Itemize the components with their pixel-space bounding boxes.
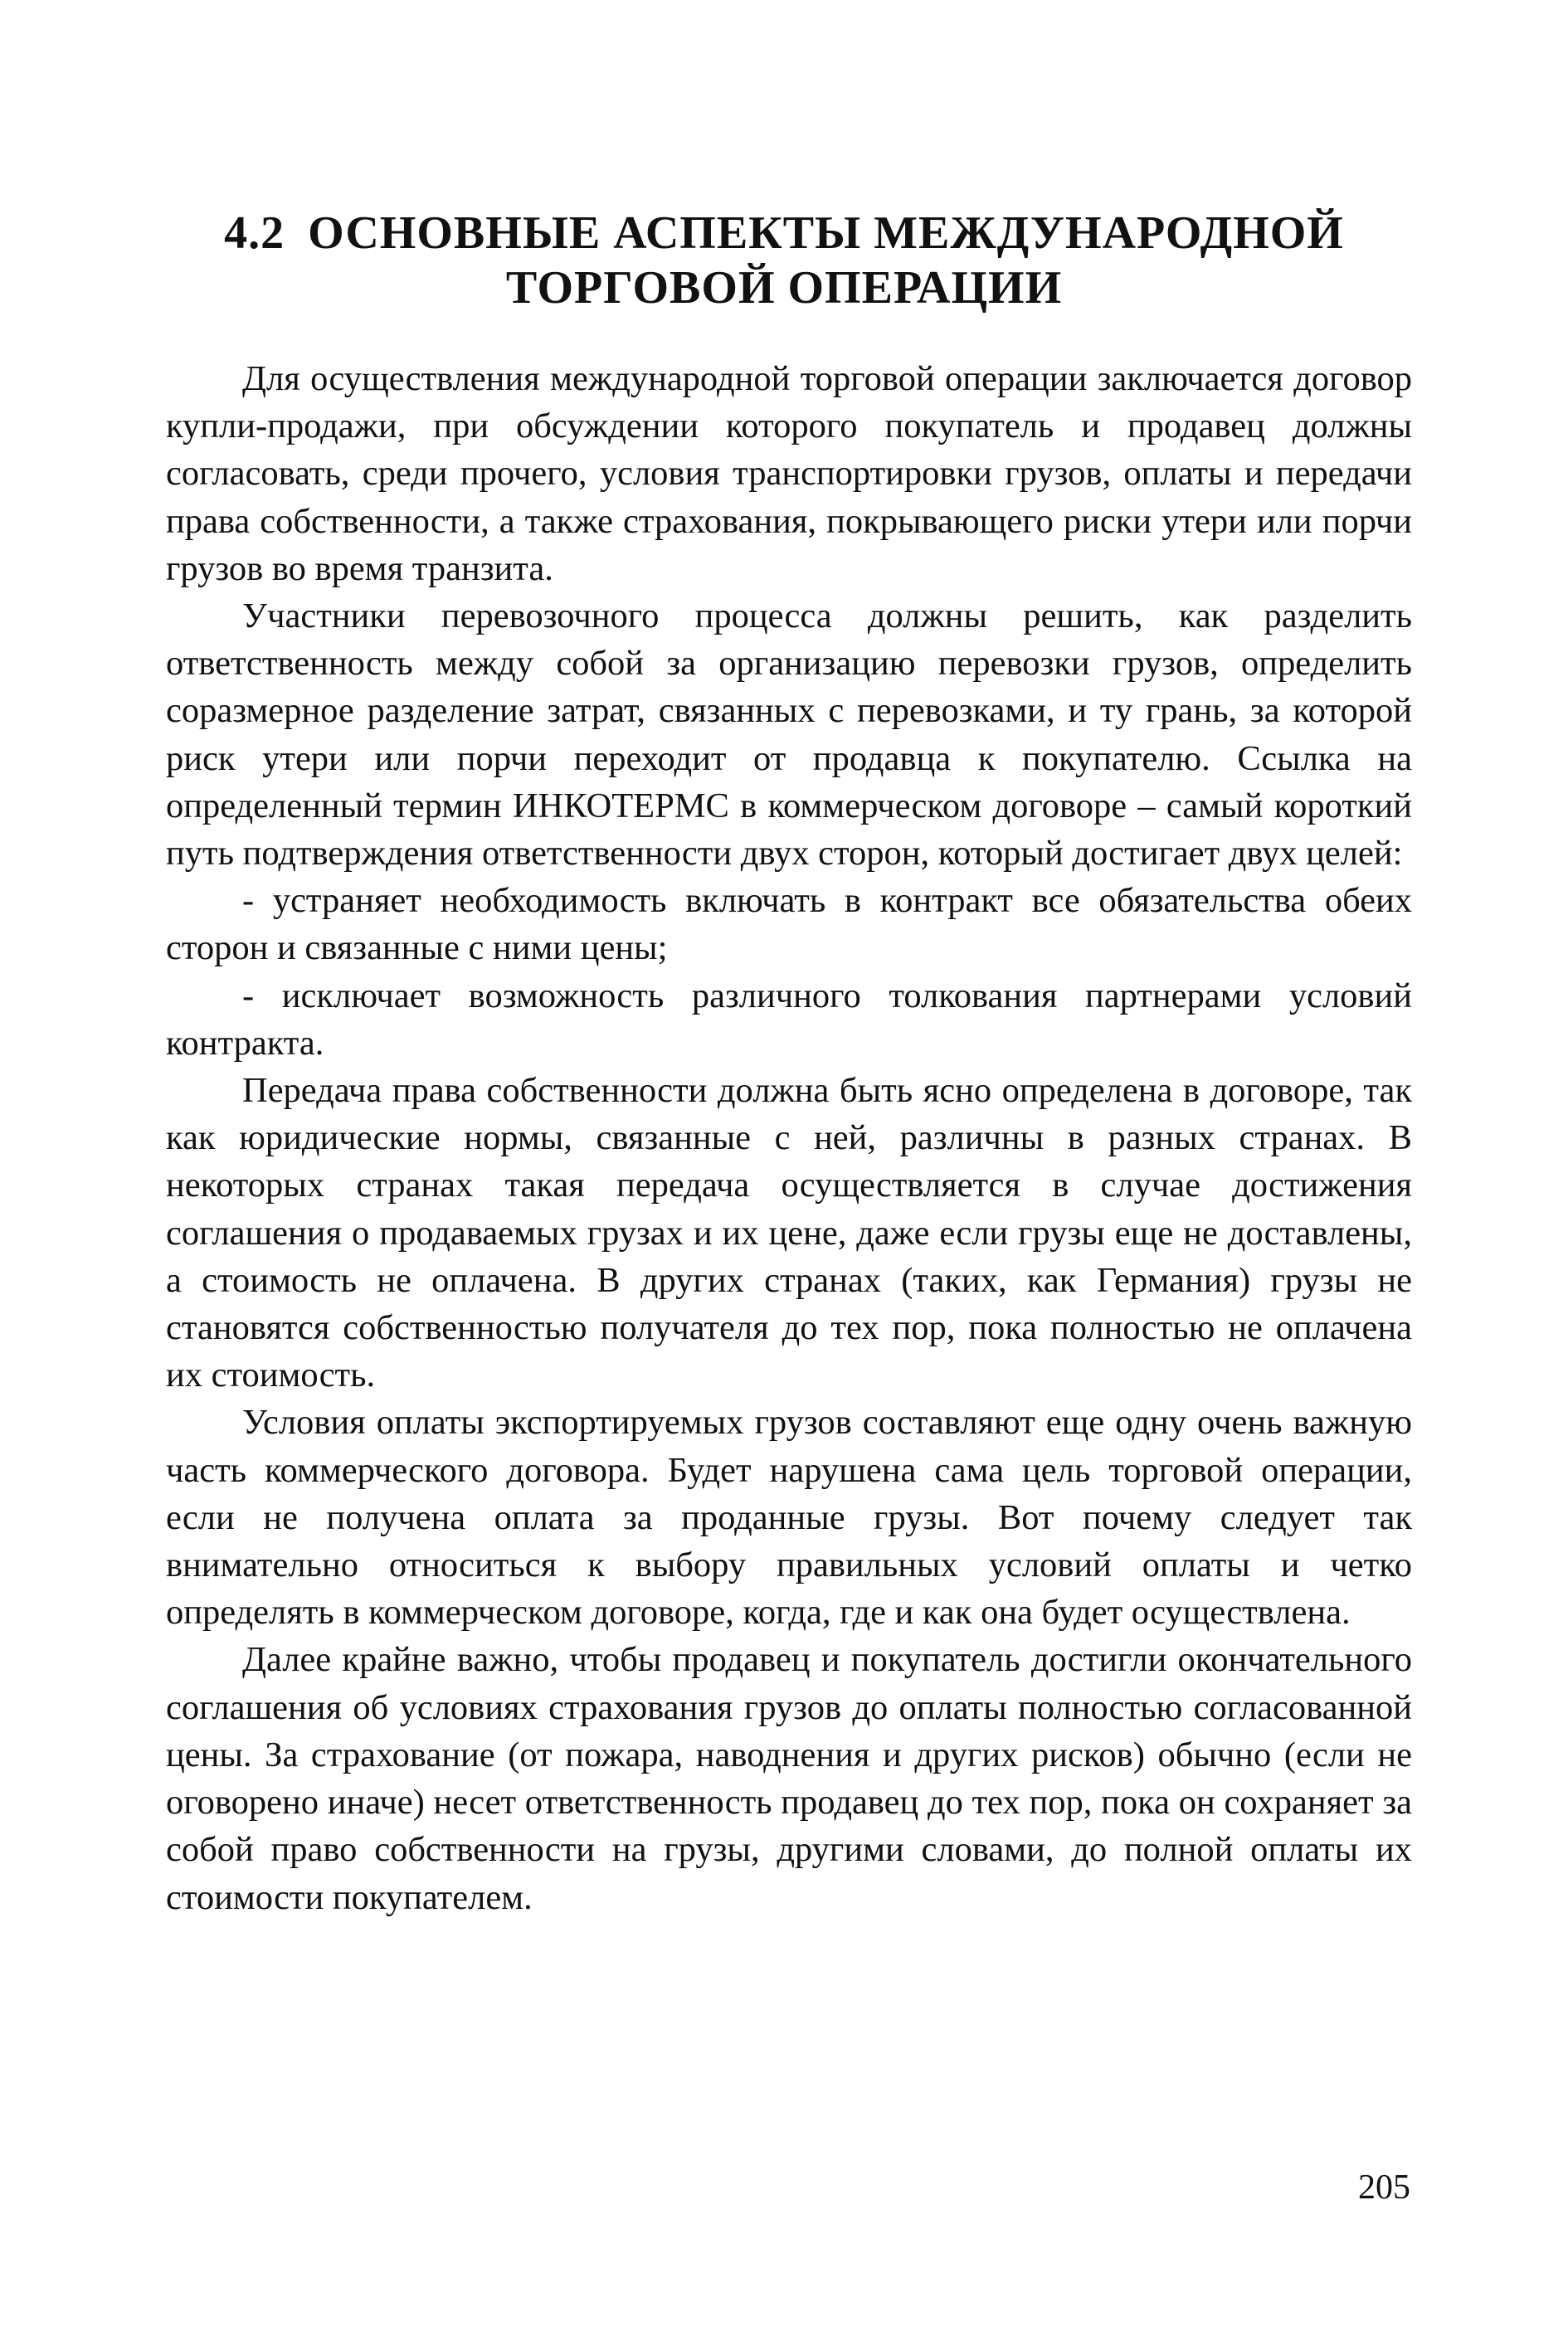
body-text bbox=[166, 355, 1412, 1921]
paragraph-payment: Условия оплаты экспортируемых грузов составляют еще одну очень важную часть коммерческого договора. Будет нарушена сама цель торговой операции, если не получена оплата за проданные грузы. Вот почему следует так внимательно относиться к выбору правильных условий оплаты и четко определять в коммерческом договоре, когда, где и как она будет осуществлена. bbox=[166, 1403, 1412, 1633]
list-item-eliminates: - устраняет необходимость включать в контракт все обязательства обеих сторон и связанные с ними цены; bbox=[166, 881, 1412, 968]
heading-line-1 bbox=[166, 206, 1402, 260]
heading-title-part-1: ОСНОВНЫЕ АСПЕКТЫ МЕЖДУНАРОДНОЙ bbox=[308, 207, 1344, 259]
page-number: 205 bbox=[1358, 2168, 1410, 2207]
list-item-excludes: - исключает возможность различного толкования партнерами условий контракта. bbox=[166, 976, 1412, 1063]
paragraph-participants: Участники перевозочного процесса должны решить, как разделить ответственность между собой за организацию перевозки грузов, определить соразмерное разделение затрат, связанных с перевозками, и ту грань, за которой риск утери или порчи переходит от продавца к покупателю. Ссылка на определенный термин ИНКОТЕРМС в коммерческом договоре – самый короткий путь подтверждения ответственности двух сторон, который достигает двух целей: bbox=[166, 596, 1412, 874]
paragraph-ownership: Передача права собственности должна быть ясно определена в договоре, так как юридические нормы, связанные с ней, различны в разных странах. В некоторых странах такая передача осуществляется в случае достижения соглашения о продаваемых грузах и их цене, даже если грузы еще не доставлены, а стоимость не оплачена. В других странах (таких, как Германия) грузы не становятся собственностью получателя до тех пор, пока полностью не оплачена их стоимость. bbox=[166, 1071, 1412, 1395]
paragraph-insurance: Далее крайне важно, чтобы продавец и покупатель достигли окончательного соглашения об условиях страхования грузов до оплаты полностью согласованной цены. За страхование (от пожара, наводнения и других рисков) обычно (если не оговорено иначе) несет ответственность продавец до тех пор, пока он сохраняет за собой право собственности на грузы, другими словами, до полной оплаты их стоимости покупателем. bbox=[166, 1640, 1412, 1917]
section-number: 4.2 bbox=[224, 207, 285, 259]
section-heading bbox=[166, 206, 1402, 315]
heading-title-part-2: ТОРГОВОЙ ОПЕРАЦИИ bbox=[505, 262, 1063, 314]
paragraph-contract: Для осуществления международной торговой операции заключается договор купли-продажи, при обсуждении которого покупатель и продавец должны согласовать, среди прочего, условия транспортировки грузов, оплаты и передачи права собственности, а также страхования, покрывающего риски утери или порчи грузов во время транзита. bbox=[166, 359, 1412, 588]
